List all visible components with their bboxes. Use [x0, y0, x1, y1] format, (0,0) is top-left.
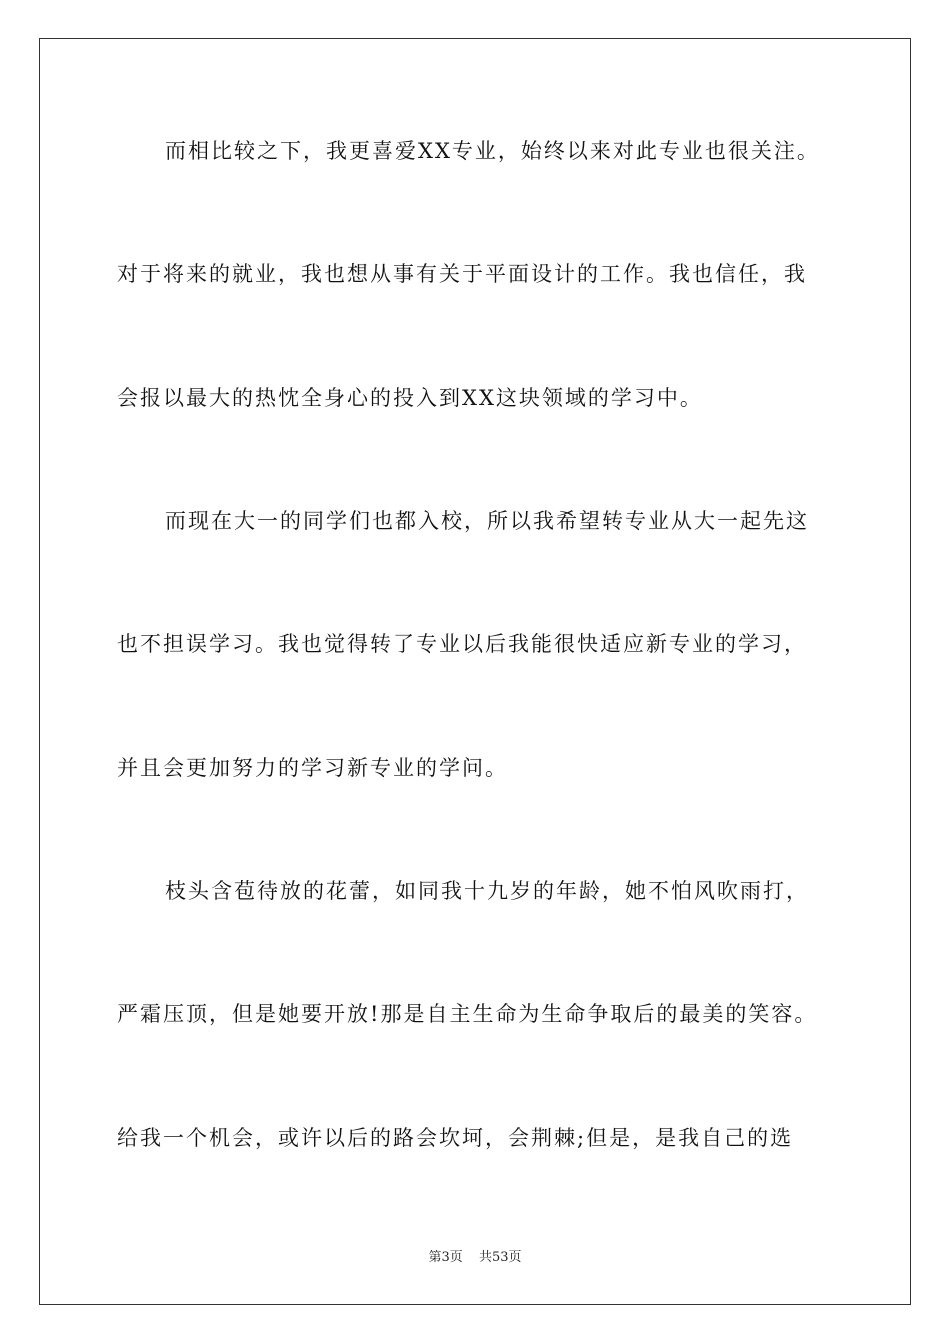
- text-line-8: 严霜压顶，但是她要开放!那是自主生命为生命争取后的最美的笑容。: [117, 1002, 818, 1026]
- text-line-4: 而现在大一的同学们也都入校，所以我希望转专业从大一起先这: [165, 509, 809, 533]
- text-line-3: 会报以最大的热忱全身心的投入到XX这块领域的学习中。: [117, 386, 703, 410]
- text-line-7: 枝头含苞待放的花蕾，如同我十九岁的年龄，她不怕风吹雨打，: [165, 879, 809, 903]
- text-line-9: 给我一个机会，或许以后的路会坎坷，会荆棘;但是，是我自己的选: [117, 1126, 794, 1150]
- page-total: 共53页: [478, 1250, 522, 1265]
- page-number: 第3页: [428, 1250, 463, 1265]
- text-line-5: 也不担误学习。我也觉得转了专业以后我能很快适应新专业的学习，: [117, 632, 807, 656]
- text-line-1: 而相比较之下，我更喜爱XX专业，始终以来对此专业也很关注。: [165, 139, 820, 163]
- page-border: [39, 38, 911, 1305]
- page-footer: [0, 1246, 950, 1265]
- text-line-2: 对于将来的就业，我也想从事有关于平面设计的工作。我也信任，我: [117, 262, 807, 286]
- text-line-6: 并且会更加努力的学习新专业的学问。: [117, 756, 508, 780]
